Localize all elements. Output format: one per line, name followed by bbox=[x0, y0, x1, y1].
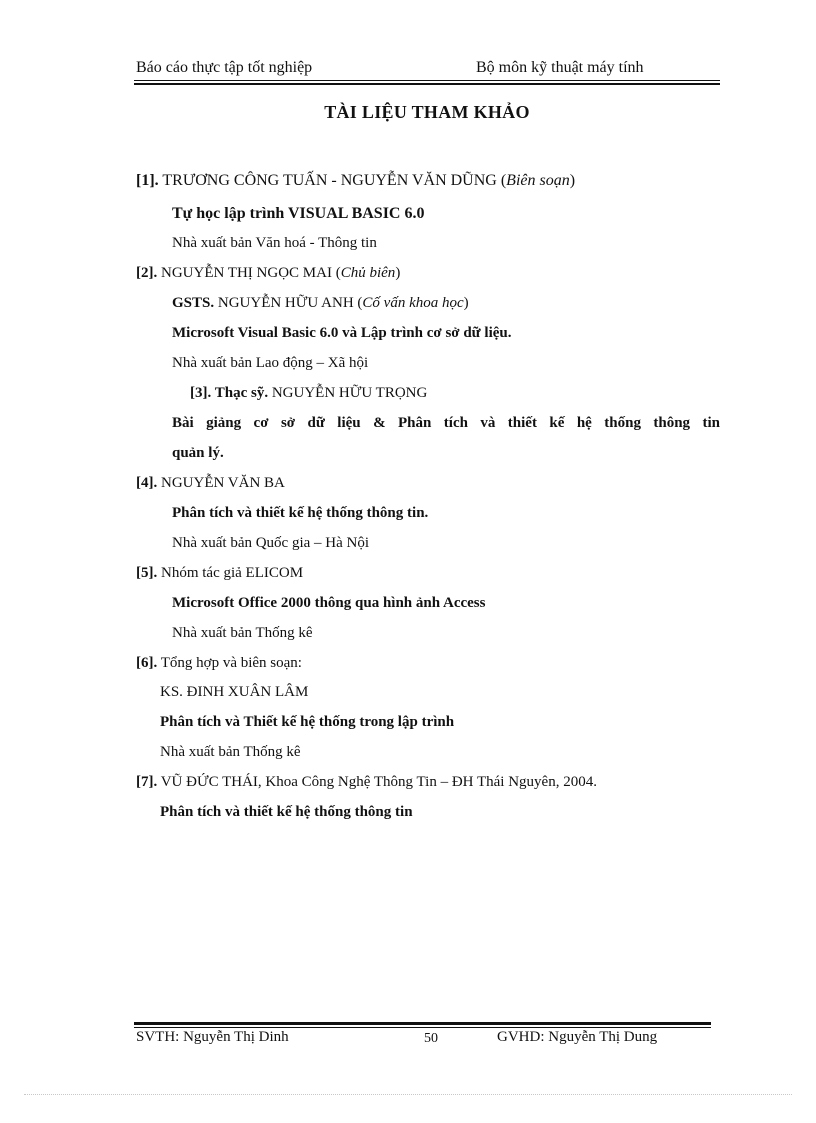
ref-3-book-line2: quản lý. bbox=[172, 445, 224, 461]
ref-author: NGUYỄN VĂN BA bbox=[157, 475, 285, 491]
ref-1-publisher: Nhà xuất bản Văn hoá - Thông tin bbox=[172, 235, 377, 251]
header-rule-thin bbox=[134, 80, 720, 81]
ref-7-book: Phân tích và thiết kế hệ thống thông tin bbox=[160, 804, 413, 820]
ref-5-book: Microsoft Office 2000 thông qua hình ảnh Access bbox=[172, 595, 486, 611]
coauthor-role-close: ) bbox=[463, 295, 469, 311]
header-rule-thick bbox=[134, 83, 720, 85]
ref-3-book-line1: Bài giảng cơ sở dữ liệu & Phân tích và thiết kế hệ thống thông tin bbox=[172, 415, 720, 431]
ref-6-line bbox=[136, 655, 302, 672]
header-right: Bộ môn kỹ thuật máy tính bbox=[476, 59, 644, 76]
ref-role: Chủ biên bbox=[340, 265, 396, 281]
footer-rule-thin bbox=[134, 1027, 711, 1028]
ref-number: [3]. bbox=[190, 385, 212, 401]
ref-7-line bbox=[136, 774, 597, 791]
ref-number: [5]. bbox=[136, 565, 158, 581]
ref-author: Nhóm tác giả ELICOM bbox=[157, 565, 304, 581]
ref-number: [6]. bbox=[136, 655, 158, 671]
footer-advisor: GVHD: Nguyễn Thị Dung bbox=[497, 1029, 658, 1045]
ref-prefix: Thạc sỹ. bbox=[211, 385, 269, 401]
ref-4-publisher: Nhà xuất bản Quốc gia – Hà Nội bbox=[172, 535, 370, 551]
ref-role: Biên soạn bbox=[506, 172, 570, 189]
ref-number: [7]. bbox=[136, 774, 158, 790]
ref-5-line bbox=[136, 565, 303, 582]
page-title: TÀI LIỆU THAM KHẢO bbox=[324, 102, 530, 122]
ref-2-publisher: Nhà xuất bản Lao động – Xã hội bbox=[172, 355, 369, 371]
ref-3-line bbox=[190, 385, 427, 402]
ref-authors: TRƯƠNG CÔNG TUẤN - NGUYỄN VĂN DŨNG ( bbox=[158, 172, 507, 189]
coauthor-name: NGUYỄN HỮU ANH ( bbox=[214, 295, 363, 311]
ref-6-publisher: Nhà xuất bản Thống kê bbox=[160, 744, 301, 760]
ref-author: NGUYỄN THỊ NGỌC MAI ( bbox=[157, 265, 341, 281]
ref-number: [1]. bbox=[136, 172, 159, 189]
coauthor-role: Cố vấn khoa học bbox=[362, 295, 464, 311]
ref-role-close: ) bbox=[569, 172, 576, 189]
ref-4-line bbox=[136, 475, 285, 492]
ref-2-book: Microsoft Visual Basic 6.0 và Lập trình cơ sở dữ liệu. bbox=[172, 325, 512, 341]
coauthor-prefix: GSTS. bbox=[172, 295, 215, 311]
page-bottom-divider bbox=[24, 1094, 792, 1095]
footer-page-number: 50 bbox=[424, 1031, 438, 1046]
footer-rule-thick bbox=[134, 1022, 711, 1025]
ref-role-close: ) bbox=[395, 265, 401, 281]
ref-number: [2]. bbox=[136, 265, 158, 281]
ref-4-book: Phân tích và thiết kế hệ thống thông tin. bbox=[172, 505, 429, 521]
footer-student: SVTH: Nguyễn Thị Dinh bbox=[136, 1029, 289, 1045]
ref-6-author: KS. ĐINH XUÂN LÂM bbox=[160, 684, 309, 700]
ref-intro: Tổng hợp và biên soạn: bbox=[157, 655, 302, 671]
ref-author: NGUYỄN HỮU TRỌNG bbox=[268, 385, 428, 401]
ref-1-book: Tự học lập trình VISUAL BASIC 6.0 bbox=[172, 205, 425, 222]
ref-2-coauthor bbox=[172, 295, 469, 312]
ref-6-book: Phân tích và Thiết kế hệ thống trong lập trình bbox=[160, 714, 455, 730]
ref-number: [4]. bbox=[136, 475, 158, 491]
ref-1-line bbox=[136, 172, 575, 190]
ref-2-line bbox=[136, 265, 400, 282]
ref-5-publisher: Nhà xuất bản Thống kê bbox=[172, 625, 313, 641]
header-left: Báo cáo thực tập tốt nghiệp bbox=[136, 59, 313, 76]
ref-author: VŨ ĐỨC THÁI, Khoa Công Nghệ Thông Tin – ĐH Thái Nguyên, 2004. bbox=[157, 774, 597, 790]
